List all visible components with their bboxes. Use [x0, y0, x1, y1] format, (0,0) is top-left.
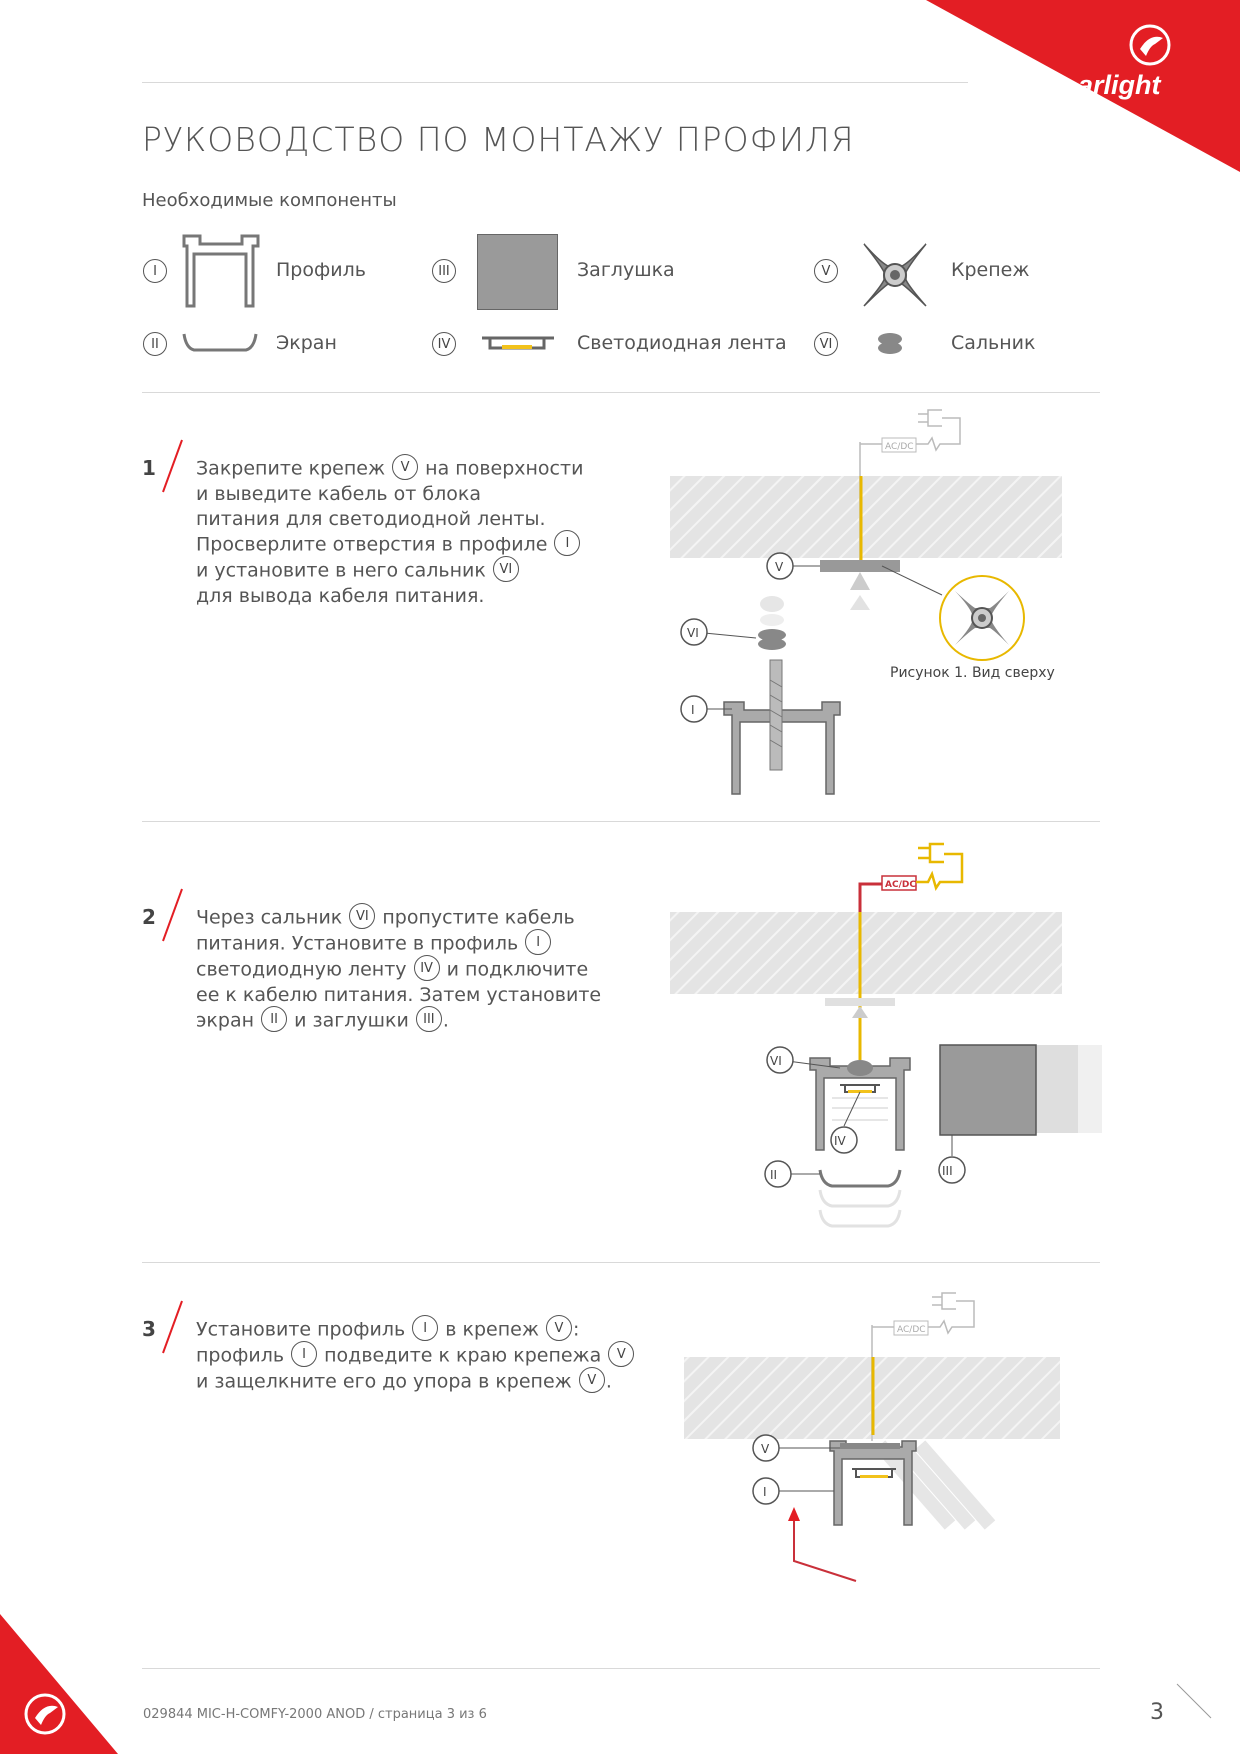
ref-badge: V — [608, 1341, 634, 1367]
step-text — [196, 1317, 636, 1395]
svg-text:II: II — [770, 1168, 778, 1182]
figure-caption: Рисунок 1. Вид сверху — [890, 665, 1055, 681]
text-line: и выведите кабель от блока — [196, 483, 481, 505]
grommet-icon — [877, 330, 917, 360]
component-numeral-2: II — [143, 332, 167, 356]
svg-text:VI: VI — [770, 1054, 782, 1068]
text-line: и установите в него сальник VI — [196, 558, 616, 584]
ref-badge: III — [416, 1006, 442, 1032]
text-line: Через сальник VI пропустите кабель — [196, 905, 616, 931]
text-line: для вывода кабеля питания. — [196, 585, 485, 607]
divider-2 — [142, 821, 1100, 822]
ref-badge: VI — [349, 903, 375, 929]
svg-text:I: I — [763, 1485, 767, 1499]
ref-badge: I — [554, 530, 580, 556]
text-line: экран II и заглушки III . — [196, 1008, 616, 1034]
divider-1 — [142, 392, 1100, 393]
step-slash-icon — [160, 887, 190, 947]
component-label-profile: Профиль — [276, 259, 366, 281]
led-strip-icon — [478, 332, 568, 362]
step-number: 2 — [142, 905, 156, 929]
ref-badge: VI — [493, 556, 519, 582]
text-line: Закрепите крепеж V на поверхности — [196, 456, 616, 482]
step-1-diagram — [660, 400, 1140, 800]
screen-icon — [180, 330, 265, 360]
top-divider — [142, 82, 968, 83]
step-3-diagram — [680, 1285, 1100, 1605]
page-number: 3 — [1150, 1700, 1164, 1725]
component-label-led-strip: Светодиодная лента — [577, 332, 787, 354]
ref-badge: I — [412, 1315, 438, 1341]
svg-text:AC/DC: AC/DC — [885, 442, 914, 452]
svg-text:VI: VI — [687, 626, 699, 640]
ref-badge: I — [525, 929, 551, 955]
step-2-diagram — [660, 830, 1140, 1240]
text-line: Установите профиль I в крепеж V : — [196, 1317, 636, 1343]
text-line: светодиодную ленту IV и подключите — [196, 957, 616, 983]
component-label-end-cap: Заглушка — [577, 259, 675, 281]
component-numeral-6: VI — [814, 332, 838, 356]
step-text — [196, 456, 616, 609]
arlight-logo-text: arlight — [1078, 70, 1161, 100]
step-number: 3 — [142, 1317, 156, 1341]
text-line: и защелкните его до упора в крепеж V . — [196, 1369, 636, 1395]
page-title: РУКОВОДСТВО ПО МОНТАЖУ ПРОФИЛЯ — [142, 120, 855, 159]
step-slash-icon — [160, 438, 190, 498]
ref-badge: IV — [414, 955, 440, 981]
svg-text:III: III — [942, 1164, 953, 1178]
text-line: ее к кабелю питания. Затем установите — [196, 984, 602, 1006]
svg-text:AC/DC: AC/DC — [897, 1325, 926, 1335]
ref-badge: V — [392, 454, 418, 480]
component-label-mount: Крепеж — [951, 259, 1030, 281]
end-cap-icon — [477, 234, 558, 310]
brand-corner-bottom — [0, 1614, 130, 1754]
footer-divider — [142, 1668, 1100, 1669]
component-label-grommet: Сальник — [951, 332, 1036, 354]
component-numeral-4: IV — [432, 332, 456, 356]
profile-icon — [180, 232, 265, 312]
step-slash-icon — [160, 1299, 190, 1359]
component-numeral-3: III — [432, 259, 456, 283]
text-line: Просверлите отверстия в профиле I — [196, 532, 616, 558]
mount-bracket-icon — [860, 240, 930, 310]
component-label-screen: Экран — [276, 332, 337, 354]
components-heading: Необходимые компоненты — [142, 190, 397, 211]
text-line: профиль I подведите к краю крепежа V — [196, 1343, 636, 1369]
ref-badge: V — [546, 1315, 572, 1341]
svg-text:IV: IV — [834, 1134, 846, 1148]
ref-badge: V — [579, 1367, 605, 1393]
component-numeral-1: I — [143, 259, 167, 283]
svg-text:AC/DC: AC/DC — [885, 880, 916, 890]
step-text — [196, 905, 616, 1034]
footer-doc: 029844 MIC-H-COMFY-2000 ANOD / страница 3 из 6 — [143, 1707, 487, 1722]
svg-text:V: V — [775, 560, 784, 574]
ref-badge: I — [291, 1341, 317, 1367]
svg-text:I: I — [691, 703, 695, 717]
text-line: питания для светодиодной ленты. — [196, 508, 546, 530]
text-line: питания. Установите в профиль I — [196, 931, 616, 957]
divider-3 — [142, 1262, 1100, 1263]
ref-badge: II — [261, 1006, 287, 1032]
page-corner-line — [1175, 1682, 1215, 1722]
svg-text:V: V — [761, 1442, 770, 1456]
step-number: 1 — [142, 456, 156, 480]
component-numeral-5: V — [814, 259, 838, 283]
